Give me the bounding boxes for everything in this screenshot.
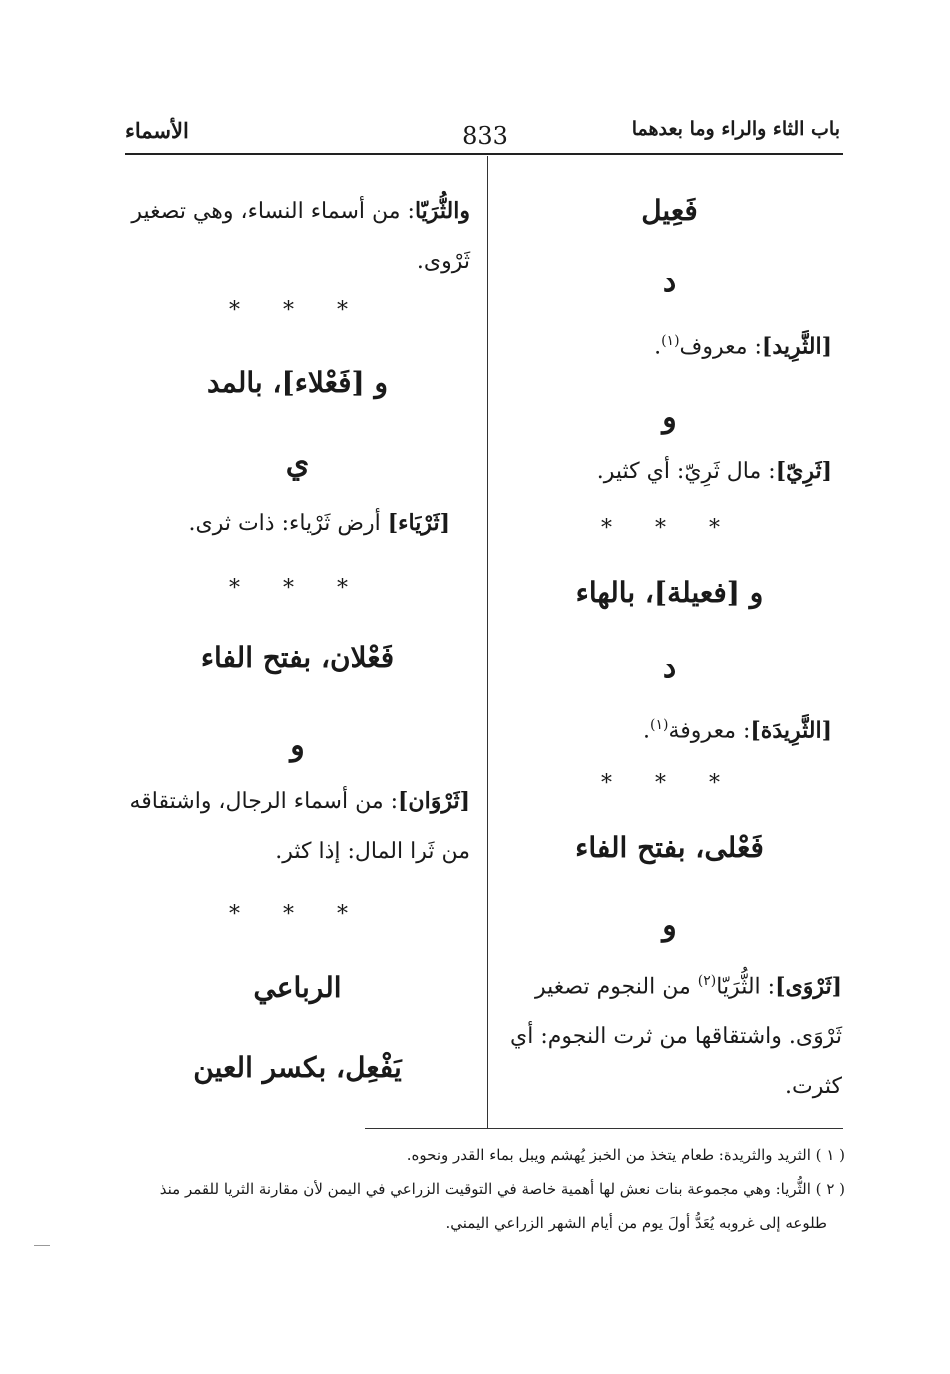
period: .	[643, 718, 651, 744]
root-letter-waw: و	[662, 908, 677, 943]
footnote-ref: (٢)	[697, 973, 717, 989]
entry-thary	[497, 446, 832, 497]
definition: : مال ثَرِيّ: أي كثير.	[596, 459, 776, 484]
entry-tharwa	[497, 956, 842, 1112]
separator-stars: * * *	[229, 902, 366, 927]
entry-althareeda	[497, 700, 832, 756]
headword: [ثَرْوَان]	[398, 788, 470, 814]
entry-althurayya	[125, 186, 470, 287]
headword: والثُّرَيّا	[414, 198, 470, 224]
headword: [الثَّرِيد]	[761, 333, 832, 360]
headword: [الثَّرِيدَة]	[750, 717, 832, 744]
footnote-2-continued: طلوعه إلى غروبه يُعَدُّ أولَ يوم من أيام الشهر الزراعي اليمني.	[445, 1214, 827, 1232]
entry-tharyaa	[125, 498, 450, 549]
headword: [ثَرْوَى]	[775, 973, 842, 1000]
heading-rubai: الرباعي	[253, 971, 342, 1004]
headword: [ثَرِيّ]	[775, 458, 832, 484]
section-title: الأسماء	[125, 118, 189, 143]
definition-rest: من النجوم تصغير ثَرْوَى. واشتقاقها من ثرت النجوم: أي كثرت.	[510, 974, 842, 1100]
separator-stars: * * *	[229, 576, 366, 601]
page-header	[125, 112, 840, 152]
heading-faeela: و [فعيلة]، بالهاء	[575, 576, 764, 609]
footnote-rule	[365, 1128, 843, 1129]
separator-stars: * * *	[601, 516, 738, 541]
root-letter-waw: و	[662, 400, 677, 435]
root-letter-ya: ي	[285, 446, 310, 481]
root-letter-dal: د	[662, 264, 677, 299]
footnotes	[120, 1138, 845, 1240]
definition: : من أسماء الرجال، واشتقاقه من ثَرا المال: إذا كثر.	[129, 789, 470, 864]
header-rule	[125, 153, 843, 155]
footnote-ref: (١)	[650, 717, 669, 733]
definition: : معروف	[679, 334, 762, 360]
footnote-1: ( ١ ) الثريد والثريدة: طعام يتخذ من الخبز يُهشم ويبل بماء القدر ونحوه.	[406, 1146, 845, 1164]
definition: : الثُّرَيّا	[716, 974, 776, 1000]
definition: : معروفة	[668, 718, 751, 744]
footnote-2: ( ٢ ) الثُّريا: وهي مجموعة بنات نعش لها أهمية خاصة في التوقيت الزراعي في اليمن لأن مقارنة الثريا للقمر منذ	[159, 1180, 845, 1198]
heading-faala-mad: و [فَعْلاء]، بالمد	[206, 366, 389, 399]
headword: [ثَرْيَاء]	[387, 510, 450, 536]
page-number: 833	[462, 122, 508, 150]
scan-mark	[34, 1245, 50, 1246]
footnote-ref: (١)	[661, 333, 680, 349]
definition: أرض ثَرْياء: ذات ثرى.	[188, 511, 388, 536]
root-letter-waw: و	[290, 728, 305, 763]
chapter-title: باب الثاء والراء وما بعدهما	[631, 118, 840, 140]
definition: : من أسماء النساء، وهي تصغير ثَرْوى.	[131, 199, 470, 274]
entry-althareed	[497, 316, 832, 372]
heading-yafil: يَفْعِل، بكسر العين	[193, 1051, 402, 1084]
column-divider	[487, 156, 488, 1128]
root-letter-dal: د	[662, 650, 677, 685]
heading-faala: فَعْلى، بفتح الفاء	[575, 831, 764, 864]
entry-tharwan	[125, 776, 470, 877]
separator-stars: * * *	[229, 298, 366, 323]
separator-stars: * * *	[601, 771, 738, 796]
period: .	[654, 334, 662, 360]
heading-faeel: فَعِيل	[641, 194, 698, 227]
heading-faalan: فَعْلان، بفتح الفاء	[200, 641, 395, 674]
